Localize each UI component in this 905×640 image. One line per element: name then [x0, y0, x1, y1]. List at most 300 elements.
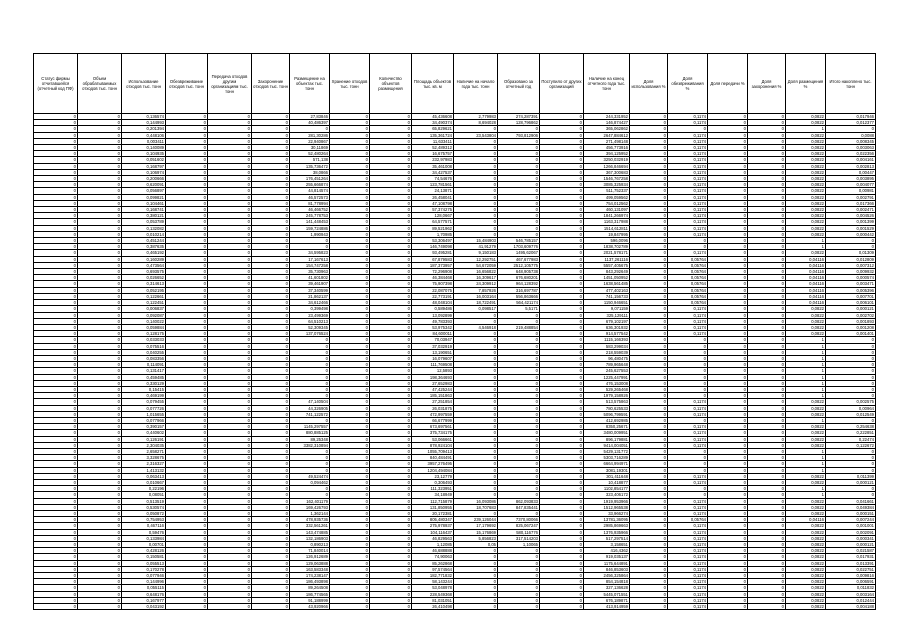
table-cell: 0,0822 [786, 324, 826, 330]
table-cell: 0 [166, 287, 208, 293]
table-cell: 0 [208, 486, 252, 492]
table-cell: 0 [540, 579, 584, 585]
table-cell: 0 [208, 529, 252, 535]
table-cell: 0 [454, 182, 498, 188]
table-cell: 16,656822 [454, 269, 498, 275]
table-cell: 0 [454, 573, 498, 579]
table-cell: 862,093833 [498, 498, 540, 504]
table-cell: 0 [708, 467, 748, 473]
table-cell: 0 [708, 461, 748, 467]
table-cell: 0 [34, 145, 78, 151]
table-cell: 394,125952 [584, 151, 630, 157]
table-header [34, 54, 876, 114]
table-cell: 0 [748, 287, 786, 293]
table-cell: 218,559039 [584, 349, 630, 355]
table-cell: 0 [498, 337, 540, 343]
table-cell: 0 [252, 331, 290, 337]
table-cell: 0 [708, 573, 748, 579]
table-cell: 0 [290, 238, 330, 244]
table-cell: 0 [498, 479, 540, 485]
table-cell: 0 [748, 238, 786, 244]
table-cell: 0 [34, 430, 78, 436]
table-cell: 0 [252, 393, 290, 399]
table-cell: 0 [330, 182, 370, 188]
table-cell: 0 [290, 386, 330, 392]
table-cell: 0,754953 [122, 517, 166, 523]
table-cell: 648,905738 [498, 269, 540, 275]
table-cell: 1514,612811 [584, 225, 630, 231]
table-cell: 74,54676 [412, 176, 454, 182]
table-cell: 0,006837 [122, 306, 166, 312]
table-cell: 53,048978 [412, 585, 454, 591]
table-cell: 0 [748, 256, 786, 262]
table-cell: 219,488854 [498, 324, 540, 330]
table-cell: 0 [78, 275, 122, 281]
table-cell: 0,314613 [122, 281, 166, 287]
table-cell: 0,0822 [786, 157, 826, 163]
table-cell: 0 [540, 169, 584, 175]
table-cell: 0 [748, 269, 786, 275]
table-cell: 0 [252, 262, 290, 268]
table-cell: 0 [630, 306, 668, 312]
table-cell: 0,0822 [786, 430, 826, 436]
column-header: Образовано за отчетный год [498, 54, 540, 114]
table-cell: 24,309912 [454, 281, 498, 287]
table-cell: 0 [826, 455, 876, 461]
table-cell: 0 [498, 188, 540, 194]
table-cell: 0 [498, 455, 540, 461]
table-cell: 0 [668, 343, 708, 349]
table-cell: 0 [34, 554, 78, 560]
table-cell: 0 [252, 548, 290, 554]
table-cell: 0 [166, 548, 208, 554]
table-cell: 0 [208, 318, 252, 324]
table-cell: 0 [454, 455, 498, 461]
table-cell: 0,1174 [668, 436, 708, 442]
table-cell: 0 [540, 430, 584, 436]
table-cell: 0 [708, 151, 748, 157]
table-cell: 0 [78, 219, 122, 225]
table-cell: 0 [748, 182, 786, 188]
table-cell: 0 [630, 219, 668, 225]
table-cell: 0 [708, 244, 748, 250]
table-cell: 0 [78, 405, 122, 411]
table-cell: 0 [708, 560, 748, 566]
table-cell: 0,0088 [826, 132, 876, 138]
table-cell: 0 [370, 157, 412, 163]
column-header: Наличие на конец отчетного года тыс. тонн [584, 54, 630, 114]
table-cell: 0 [630, 424, 668, 430]
table-cell: 0,126191 [122, 436, 166, 442]
table-cell: 1838,702789 [584, 244, 630, 250]
table-cell: 126,912689 [290, 554, 330, 560]
table-cell: 0 [290, 380, 330, 386]
table-cell: 0 [34, 461, 78, 467]
table-cell: 365,062862 [584, 126, 630, 132]
table-cell: 1145,297557 [290, 424, 330, 430]
table-cell: 0,0822 [786, 424, 826, 430]
table-cell: 0,011832 [826, 585, 876, 591]
table-cell: 0 [826, 244, 876, 250]
table-cell: 1,70985 [412, 231, 454, 237]
table-cell: 0 [208, 293, 252, 299]
table-cell: 0 [708, 504, 748, 510]
table-cell: 0 [630, 399, 668, 405]
table-cell: 0 [454, 219, 498, 225]
table-cell: 0,1174 [668, 554, 708, 560]
table-cell: 0 [630, 200, 668, 206]
table-cell: 1 [786, 467, 826, 473]
spreadsheet [33, 53, 875, 610]
table-cell: 0 [208, 479, 252, 485]
table-cell: 245,778753 [290, 213, 330, 219]
table-cell: 0 [34, 250, 78, 256]
table-cell: 880,885125 [290, 430, 330, 436]
table-cell: 0,1174 [668, 529, 708, 535]
table-cell: 0 [252, 498, 290, 504]
table-cell: 0 [498, 151, 540, 157]
table-cell: 0 [498, 604, 540, 610]
table-cell: 0,1174 [668, 504, 708, 510]
table-cell: 0 [540, 225, 584, 231]
table-cell: 0 [34, 114, 78, 120]
table-cell: 0 [498, 380, 540, 386]
table-cell: 0 [668, 244, 708, 250]
table-cell: 0 [78, 579, 122, 585]
table-cell: 0 [208, 238, 252, 244]
table-cell: 0 [454, 231, 498, 237]
table-cell: 0 [330, 548, 370, 554]
table-cell: 0 [630, 498, 668, 504]
table-cell: 0 [208, 132, 252, 138]
table-cell: 0 [454, 430, 498, 436]
table-cell: 154,747258 [290, 262, 330, 268]
table-cell: 878,924104 [412, 442, 454, 448]
table-cell: 0 [498, 355, 540, 361]
table-cell: 0 [370, 300, 412, 306]
table-cell: 0,052195 [122, 287, 166, 293]
table-cell: 0 [252, 461, 290, 467]
table-cell: 16,309617 [454, 275, 498, 281]
table-cell: 0 [454, 368, 498, 374]
table-cell: 472,997559 [412, 411, 454, 417]
table-cell: 1,362144 [290, 511, 330, 517]
table-cell: 0 [34, 337, 78, 343]
table-cell: 3081,19301 [584, 467, 630, 473]
table-cell: 0 [34, 504, 78, 510]
table-cell: 0 [708, 448, 748, 454]
table-cell: 0 [708, 176, 748, 182]
table-cell: 0 [668, 337, 708, 343]
table-cell: 45,436608 [412, 114, 454, 120]
table-cell: 0 [252, 349, 290, 355]
table-cell: 0 [370, 542, 412, 548]
table-cell: 0 [166, 126, 208, 132]
table-cell: 0 [540, 355, 584, 361]
table-cell: 325,129111 [584, 312, 630, 318]
table-cell: 0 [34, 343, 78, 349]
table-cell: 0 [78, 188, 122, 194]
table-cell: 0 [330, 157, 370, 163]
table-cell: 0 [34, 231, 78, 237]
table-cell: 0 [630, 157, 668, 163]
table-cell: 0 [370, 467, 412, 473]
table-cell: 0 [540, 362, 584, 368]
table-cell: 0 [166, 182, 208, 188]
table-cell: 0 [748, 535, 786, 541]
table-cell: 0 [34, 182, 78, 188]
table-cell: 0,002702 [826, 312, 876, 318]
table-cell: 0 [78, 393, 122, 399]
table-cell: 0 [826, 374, 876, 380]
table-cell: 0 [540, 306, 584, 312]
table-cell: 0,0822 [786, 523, 826, 529]
table-cell: 0 [748, 374, 786, 380]
table-cell: 81,031051 [412, 597, 454, 603]
table-cell: 0 [330, 393, 370, 399]
table-cell: 0 [166, 349, 208, 355]
table-cell: 0 [208, 355, 252, 361]
table-cell: 0 [370, 269, 412, 275]
table-cell: 0 [630, 597, 668, 603]
table-cell: 0 [708, 231, 748, 237]
table-cell: 47,108798 [412, 200, 454, 206]
table-cell: 0 [330, 132, 370, 138]
table-cell: 0 [290, 492, 330, 498]
table-cell: 0 [454, 138, 498, 144]
table-cell: 0 [454, 417, 498, 423]
table-cell: 0 [330, 523, 370, 529]
table-cell: 0 [540, 597, 584, 603]
table-cell: 0,002091 [826, 529, 876, 535]
table-cell: 0,1174 [668, 200, 708, 206]
table-cell: 159,724886 [290, 225, 330, 231]
table-cell: 0 [330, 200, 370, 206]
table-cell: 413,914959 [584, 604, 630, 610]
table-cell: 0,170278 [122, 566, 166, 572]
table-cell: 0,1174 [668, 318, 708, 324]
table-cell: 0 [252, 355, 290, 361]
table-cell: 0 [540, 566, 584, 572]
table-cell: 0 [370, 461, 412, 467]
table-cell: 0 [370, 120, 412, 126]
table-cell: 0,033033 [122, 337, 166, 343]
table-cell: 30,11869 [290, 145, 330, 151]
table-cell: 274,287391 [498, 114, 540, 120]
table-cell: 0 [78, 176, 122, 182]
table-cell: 0 [540, 200, 584, 206]
table-cell: 0 [498, 219, 540, 225]
table-cell: 0 [630, 473, 668, 479]
table-cell: 0 [370, 312, 412, 318]
table-cell: 0 [34, 300, 78, 306]
table-cell: 0 [540, 114, 584, 120]
table-cell: 0 [454, 436, 498, 442]
table-cell: 0 [208, 244, 252, 250]
table-cell: 0 [454, 591, 498, 597]
table-cell: 0,079455 [122, 399, 166, 405]
table-cell: 0 [748, 591, 786, 597]
table-cell: 0 [540, 120, 584, 126]
table-cell: 0 [708, 182, 748, 188]
table-cell: 0 [498, 442, 540, 448]
table-cell: 0 [208, 448, 252, 454]
table-cell: 0 [330, 250, 370, 256]
table-cell: 146,874427 [584, 120, 630, 126]
table-cell: 0 [540, 182, 584, 188]
table-cell: 0,15415 [122, 386, 166, 392]
table-cell: 5429,131772 [584, 448, 630, 454]
table-cell: 0,003895 [826, 176, 876, 182]
table-cell: 0,007244 [826, 517, 876, 523]
table-cell: 0 [208, 145, 252, 151]
table-cell: 0 [252, 138, 290, 144]
table-cell: 239,126044 [454, 517, 498, 523]
table-cell: 0,017946 [826, 114, 876, 120]
table-cell: 0 [454, 442, 498, 448]
table-cell: 0 [208, 542, 252, 548]
table-cell: 0 [748, 306, 786, 312]
table-cell: 0 [290, 126, 330, 132]
table-cell: 0,000574 [826, 275, 876, 281]
table-cell: 0,077726 [122, 405, 166, 411]
table-cell: 0 [370, 219, 412, 225]
table-cell: 0 [708, 486, 748, 492]
table-cell: 0 [166, 566, 208, 572]
table-cell: 0 [708, 349, 748, 355]
table-cell: 0 [330, 511, 370, 517]
table-cell: 0 [330, 591, 370, 597]
table-cell: 0 [748, 132, 786, 138]
table-cell: 0 [708, 386, 748, 392]
table-cell: 0 [78, 293, 122, 299]
table-cell: 0 [330, 529, 370, 535]
table-cell: 0 [498, 138, 540, 144]
table-cell: 0 [290, 374, 330, 380]
table-cell: 0 [708, 542, 748, 548]
table-cell: 0 [34, 163, 78, 169]
table-cell: 0 [540, 132, 584, 138]
table-cell: 0 [166, 269, 208, 275]
table-cell: 0 [208, 560, 252, 566]
table-cell: 0 [34, 560, 78, 566]
table-cell: 0 [370, 331, 412, 337]
table-cell: 0 [330, 368, 370, 374]
table-cell: 3480,009951 [584, 430, 630, 436]
table-cell: 65,829621 [412, 126, 454, 132]
table-cell: 0 [78, 417, 122, 423]
table-cell: 1638,561485 [584, 281, 630, 287]
table-cell: 0 [708, 194, 748, 200]
table-cell: 0 [370, 455, 412, 461]
table-cell: 0 [370, 188, 412, 194]
table-cell: 135,736472 [290, 163, 330, 169]
table-cell: 0 [252, 300, 290, 306]
table-cell: 0 [330, 138, 370, 144]
table-cell: 0 [78, 145, 122, 151]
table-cell: 0 [330, 312, 370, 318]
table-cell: 0 [34, 467, 78, 473]
table-cell: 0,0822 [786, 120, 826, 126]
table-cell: 0 [540, 151, 584, 157]
table-cell: 0 [34, 331, 78, 337]
table-cell: 0 [34, 355, 78, 361]
table-cell: 1,990943 [290, 231, 330, 237]
table-cell: 0 [34, 213, 78, 219]
column-header: Доля использования % [630, 54, 668, 114]
table-cell: 0 [78, 560, 122, 566]
table-cell: 15,484903 [454, 238, 498, 244]
table-cell: 0 [252, 213, 290, 219]
table-cell: 0,473564 [122, 262, 166, 268]
table-cell: 0 [708, 380, 748, 386]
table-cell: 0 [708, 517, 748, 523]
table-cell: 0,022356 [826, 151, 876, 157]
table-cell: 0 [370, 250, 412, 256]
table-cell: 0 [540, 300, 584, 306]
table-cell: 467,677983 [498, 256, 540, 262]
table-cell: 0,1174 [668, 566, 708, 572]
table-cell: 0 [34, 424, 78, 430]
table-cell: 0 [630, 535, 668, 541]
table-cell: 0 [290, 486, 330, 492]
table-cell: 0 [252, 585, 290, 591]
table-cell: 0 [630, 120, 668, 126]
table-cell: 0 [454, 380, 498, 386]
table-cell: 0 [708, 120, 748, 126]
table-cell: 0,012809 [826, 256, 876, 262]
table-cell: 0 [498, 417, 540, 423]
table-cell: 1 [786, 244, 826, 250]
table-cell: 0 [208, 548, 252, 554]
table-cell: 0 [166, 486, 208, 492]
table-cell: 10,418877 [584, 479, 630, 485]
table-cell: 323,406172 [584, 492, 630, 498]
table-cell: 0 [708, 250, 748, 256]
table-cell: 0 [330, 318, 370, 324]
table-cell: 0 [252, 411, 290, 417]
table-cell: 0 [826, 492, 876, 498]
table-cell: 1 [786, 380, 826, 386]
table-cell: 0 [630, 213, 668, 219]
table-cell: 0 [630, 542, 668, 548]
table-cell: 0 [454, 511, 498, 517]
table-cell: 0 [708, 362, 748, 368]
table-cell: 1 [786, 486, 826, 492]
table-cell: 0 [370, 114, 412, 120]
table-cell: 64,577571 [412, 219, 454, 225]
table-cell: 0 [370, 579, 412, 585]
table-cell: 0,0822 [786, 504, 826, 510]
table-cell: 0 [252, 145, 290, 151]
table-cell: 0,013391 [826, 560, 876, 566]
table-cell: 0,04116 [786, 517, 826, 523]
table-cell: 0,000341 [826, 535, 876, 541]
table-cell: 0 [630, 448, 668, 454]
table-cell: 0 [166, 492, 208, 498]
table-cell: 0 [668, 448, 708, 454]
table-cell: 0,1174 [668, 132, 708, 138]
table-cell: 3,158651 [584, 542, 630, 548]
table-cell: 26,410498 [412, 604, 454, 610]
table-cell: 0 [78, 312, 122, 318]
table-cell: 0 [252, 231, 290, 237]
table-cell: 0 [370, 386, 412, 392]
table-cell: 0,465192 [122, 250, 166, 256]
table-cell: 0 [708, 529, 748, 535]
table-cell: 27,83846 [290, 114, 330, 120]
table-cell: 0 [34, 362, 78, 368]
